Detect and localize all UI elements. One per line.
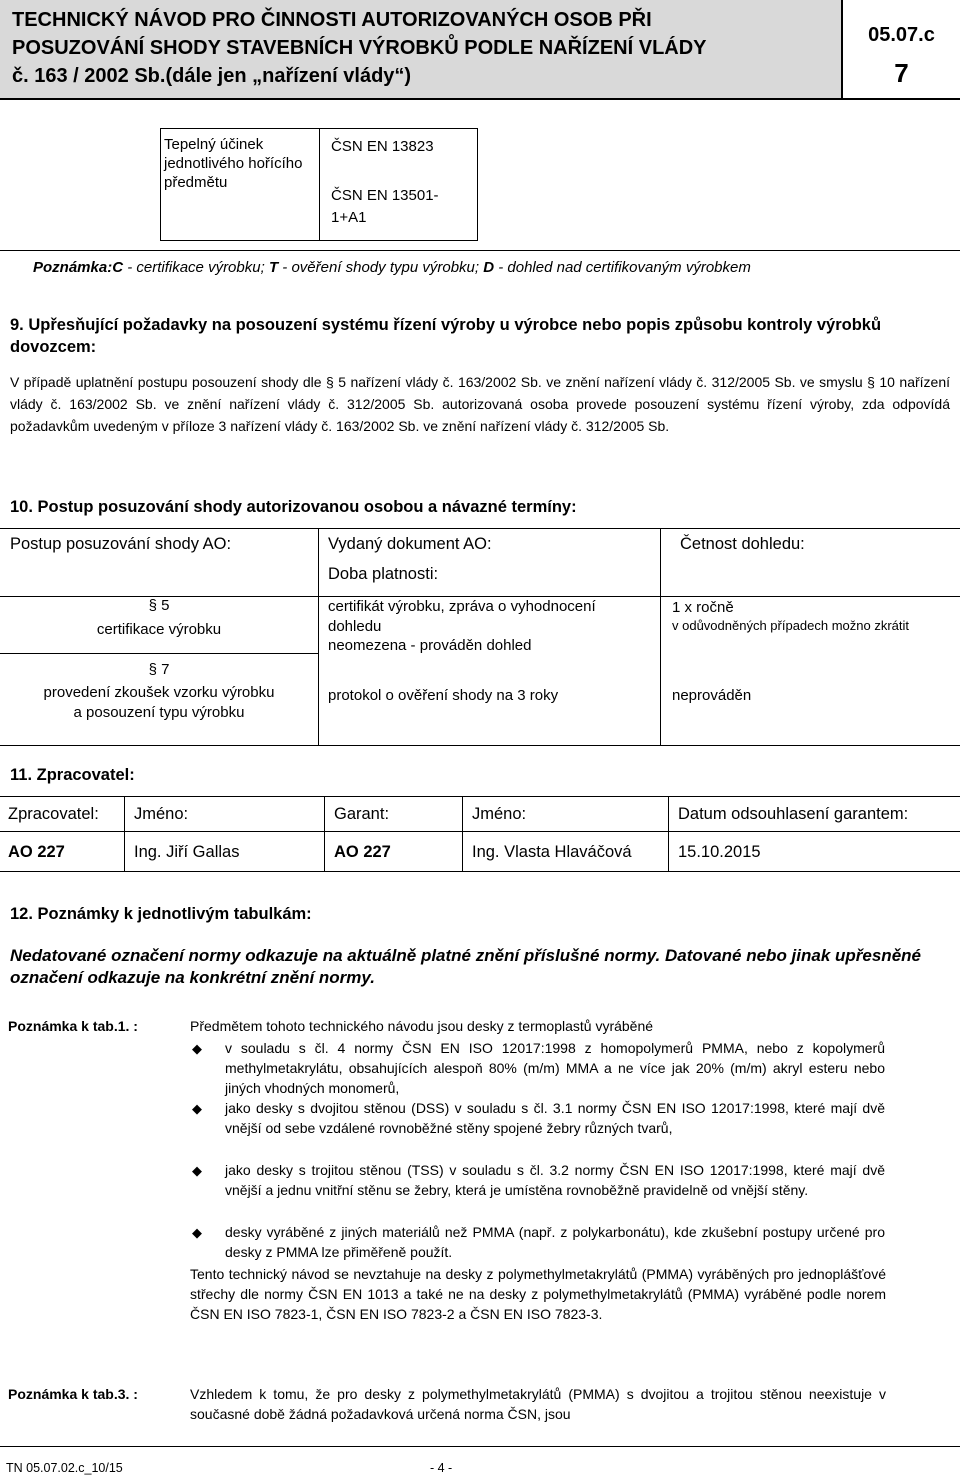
- guarantor-header: Garant:: [334, 805, 390, 823]
- legend-note: [0, 250, 960, 286]
- processor-name: Ing. Jiří Gallas: [134, 843, 240, 861]
- section-9-heading: 9. Upřesňující požadavky na posouzení systému řízení výroby u výrobce nebo popis způsobu kontroly výrobků dovozcem:: [10, 316, 882, 356]
- section-11-heading: 11. Zpracovatel:: [10, 766, 135, 784]
- header-title: [12, 6, 842, 90]
- row-separator: [0, 831, 960, 832]
- footer-code: TN 05.07.02.c_10/15: [6, 1461, 123, 1475]
- row-1-frequency: 1 x ročně: [672, 599, 734, 616]
- note-tab1-bullet-3: jako desky s trojitou stěnou (TSS) v souladu s čl. 3.2 normy ČSN EN ISO 12017:1998, které mají dvě vnější a jednu vnitřní stěnu se žebry, která je umístěna rovnoběžně pravidelně od vnější stěny.: [225, 1162, 885, 1198]
- property-text: Tepelný účinek jednotlivého hořícího předmětu: [164, 136, 303, 191]
- row-1-frequency-note: v odůvodněných případech možno zkrátit: [672, 618, 910, 633]
- row-2-document: protokol o ověření shody na 3 roky: [328, 687, 559, 704]
- note-tab1-bullet-2: jako desky s dvojitou stěnou (DSS) v souladu s čl. 3.1 normy ČSN EN ISO 12017:1998, které mají dvě vnější od sebe vzdálené rovnoběžné stěny spojené žebry různých tvarů,: [225, 1100, 885, 1136]
- processor-header: Zpracovatel:: [8, 805, 99, 823]
- guarantor-name-header: Jméno:: [472, 805, 527, 823]
- processor-table: [0, 796, 960, 872]
- row-1-para: § 5: [148, 597, 170, 614]
- section-10-heading: 10. Postup posuzování shody autorizovanou osobou a návazné termíny:: [10, 498, 577, 516]
- bullet-icon: ◆: [192, 1041, 202, 1056]
- page-footer: [0, 1446, 960, 1475]
- header-title-line-1: TECHNICKÝ NÁVOD PRO ČINNOSTI AUTORIZOVANÝCH OSOB PŘI: [12, 9, 652, 31]
- note-tab3-label: Poznámka k tab.3. :: [8, 1386, 138, 1402]
- legend-t: T: [268, 259, 279, 276]
- section-9-text: V případě uplatnění postupu posouzení shody dle § 5 nařízení vlády č. 163/2002 Sb. ve znění nařízení vlády č. 312/2005 Sb. ve smyslu § 10 nařízení vlády č. 163/2002 Sb. ve znění nařízení vlády č. 312/2005 Sb. autorizovaná osoba provede posouzení systému řízení výroby, zda odpovídá požadavkům uvedeným v příloze 3 nařízení vlády č. 163/2002 Sb. ve znění nařízení vlády č. 312/2005 Sb.: [10, 374, 950, 434]
- name-header: Jméno:: [134, 805, 189, 823]
- legend-text: [33, 259, 751, 276]
- approval-date-header: Datum odsouhlasení garantem:: [678, 805, 909, 823]
- guarantor-value: AO 227: [334, 843, 391, 861]
- table-divider: [124, 797, 125, 872]
- col-validity-header: Doba platnosti:: [328, 565, 439, 583]
- property-cell: [161, 129, 320, 240]
- bullet-icon: ◆: [192, 1163, 202, 1178]
- standard-2: ČSN EN 13501-1+A1: [331, 187, 439, 226]
- approval-date: 15.10.2015: [678, 843, 761, 861]
- legend-c-text: - certifikace výrobku;: [123, 259, 269, 276]
- page-number: - 4 -: [430, 1461, 453, 1475]
- note-tab3-text: Vzhledem k tomu, že pro desky z polymethylmetakrylátů (PMMA) s dvojitou a trojitou stěnou neexistuje v současné době žádná požadavková určená norma ČSN, jsou: [190, 1386, 886, 1422]
- legend-d: D: [483, 259, 495, 276]
- legend-d-text: - dohled nad certifikovaným výrobkem: [494, 259, 751, 276]
- row-1-validity: neomezena - prováděn dohled: [328, 637, 532, 654]
- header-title-box: [0, 0, 843, 100]
- legend-c: C: [112, 259, 124, 276]
- header-title-line-3: č. 163 / 2002 Sb.(dále jen „nařízení vlády“): [12, 65, 412, 87]
- guarantor-name: Ing. Vlasta Hlaváčová: [472, 843, 632, 861]
- row-2-procedure: provedení zkoušek vzorku výrobku a posouzení typu výrobku: [43, 684, 275, 721]
- header-code-box: [843, 0, 960, 100]
- bullet-icon: ◆: [192, 1101, 202, 1116]
- table-divider: [318, 529, 319, 746]
- section-12-heading: 12. Poznámky k jednotlivým tabulkám:: [10, 905, 312, 923]
- document-header: [0, 0, 960, 100]
- doc-code: 05.07.c: [868, 24, 935, 46]
- procedure-table: [0, 528, 960, 746]
- row-separator: [0, 653, 318, 654]
- row-2-para: § 7: [148, 661, 170, 678]
- doc-number: 7: [894, 58, 909, 88]
- col-procedure-header: Postup posuzování shody AO:: [10, 535, 232, 553]
- note-tab1-bullet-1: v souladu s čl. 4 normy ČSN EN ISO 12017:1998 z homopolymerů PMMA, nebo z kopolymerů methylmetakrylátu, obsahujících alespoň 80% (m/m) MMA a ne více jak 20% (m/m) akryl esteru nebo jiných vhodných monomerů,: [225, 1040, 885, 1096]
- note-tab1-bullet-4: desky vyráběné z jiných materiálů než PMMA (např. z polykarbonátu), kde zkušební postupy určené pro desky z PMMA lze přiměřeně použít.: [225, 1224, 885, 1260]
- legend-t-text: - ověření shody typu výrobku;: [278, 259, 484, 276]
- col-document-header: Vydaný dokument AO:: [328, 535, 492, 553]
- table-divider: [668, 797, 669, 872]
- row-1-document: certifikát výrobku, zpráva o vyhodnocení dohledu: [328, 598, 596, 635]
- table-divider: [324, 797, 325, 872]
- row-2-frequency: neprováděn: [672, 687, 752, 704]
- bullet-icon: ◆: [192, 1225, 202, 1240]
- table-divider: [462, 797, 463, 872]
- row-1-procedure: certifikace výrobku: [96, 621, 222, 638]
- processor-value: AO 227: [8, 843, 65, 861]
- note-tab1-outro: Tento technický návod se nevztahuje na desky z polymethylmetakrylátů (PMMA) vyráběných pro jednoplášťové střechy dle normy ČSN EN 1013 a také ne na desky z polymethylmetakrylátů (PMMA) vyráběné podle norem ČSN EN ISO 7823-1, ČSN EN ISO 7823-2 a ČSN EN ISO 7823-3.: [190, 1266, 886, 1322]
- note-tab1-intro: Předmětem tohoto technického návodu jsou desky z termoplastů vyráběné: [190, 1018, 654, 1034]
- standard-1: ČSN EN 13823: [331, 138, 434, 155]
- col-frequency-header: Četnost dohledu:: [680, 535, 805, 553]
- legend-label: Poznámka:: [33, 259, 113, 276]
- note-tab1-label: Poznámka k tab.1. :: [8, 1018, 138, 1034]
- fire-test-table: [160, 128, 478, 241]
- section-12-emphasis: Nedatované označení normy odkazuje na aktuálně platné znění příslušné normy. Datované nebo jinak upřesněné označení odkazuje na konkrétní znění normy.: [10, 946, 921, 987]
- table-divider: [660, 529, 661, 746]
- header-title-line-2: POSUZOVÁNÍ SHODY STAVEBNÍCH VÝROBKŮ PODLE NAŘÍZENÍ VLÁDY: [12, 37, 707, 59]
